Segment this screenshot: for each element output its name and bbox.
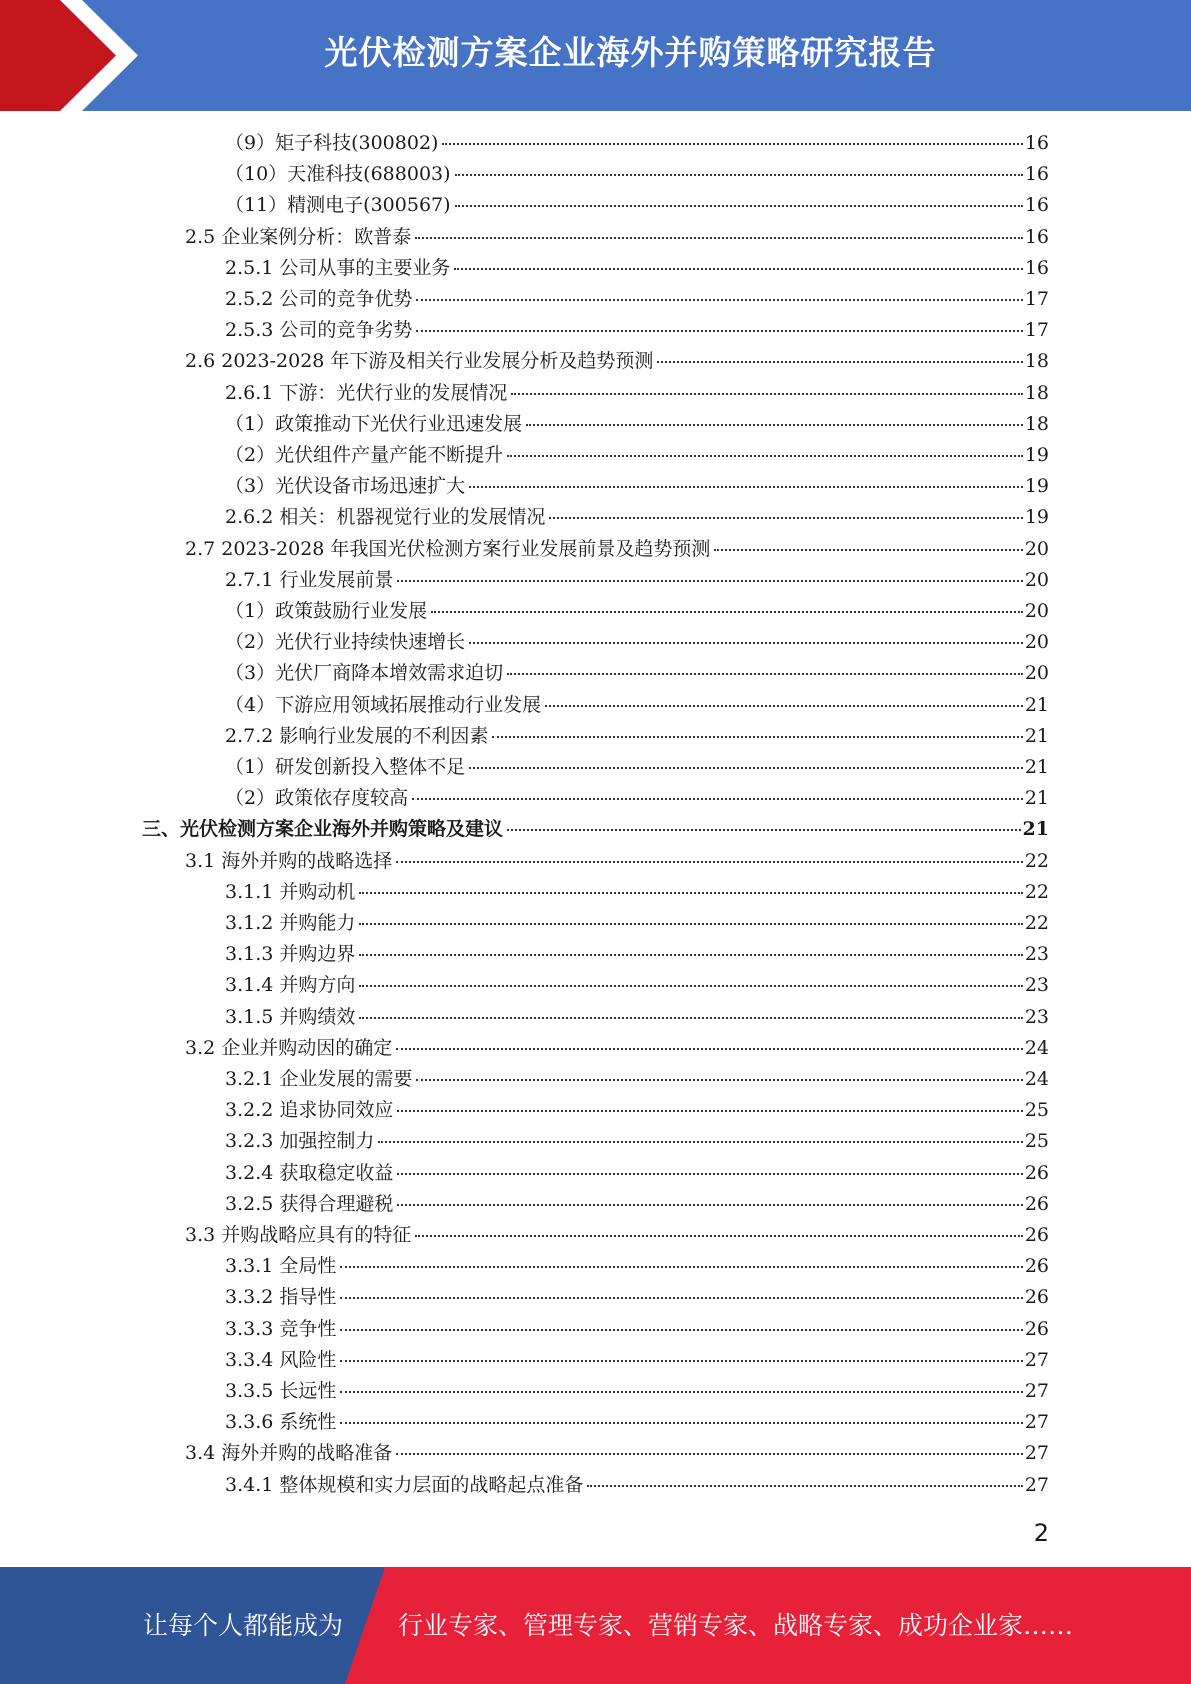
toc-entry-page: 27 <box>1024 1348 1049 1371</box>
toc-dot-leader <box>396 861 1023 863</box>
toc-entry[interactable] <box>185 1438 1049 1469</box>
toc-entry-page: 20 <box>1024 568 1049 591</box>
toc-entry-label: 3.2.1 企业发展的需要 <box>225 1068 413 1090</box>
toc-entry-page: 18 <box>1024 381 1049 404</box>
toc-dot-leader <box>340 1266 1022 1268</box>
toc-dot-leader <box>359 985 1022 987</box>
toc-entry-label: （4）下游应用领域拓展推动行业发展 <box>225 693 542 716</box>
toc-entry-label: 3.3.6 系统性 <box>225 1411 337 1434</box>
toc-entry-page: 16 <box>1024 194 1049 217</box>
toc-entry-page: 20 <box>1024 537 1049 560</box>
toc-entry-label: （11）精测电子(300567) <box>225 194 451 217</box>
header-arrow-decoration <box>0 0 160 111</box>
toc-dot-leader <box>340 1329 1022 1331</box>
toc-entry-label: 3.3.2 指导性 <box>225 1286 337 1309</box>
toc-dot-leader <box>507 455 1023 457</box>
toc-entry-page: 24 <box>1024 1068 1049 1090</box>
toc-dot-leader <box>492 736 1022 738</box>
toc-dot-leader <box>526 424 1023 426</box>
toc-entry-label: 3.3.3 竞争性 <box>225 1317 337 1340</box>
toc-entry[interactable] <box>225 627 1049 658</box>
toc-entry-page: 20 <box>1024 600 1049 622</box>
toc-entry-page: 27 <box>1024 1473 1049 1496</box>
toc-entry-label: 2.5.2 公司的竞争优势 <box>225 288 413 310</box>
toc-dot-leader <box>545 705 1023 707</box>
toc-entry-label: 3.4.1 整体规模和实力层面的战略起点准备 <box>225 1473 584 1496</box>
toc-entry[interactable] <box>225 596 1049 627</box>
toc-entry-label: 2.5.3 公司的竞争劣势 <box>225 319 413 342</box>
toc-entry[interactable] <box>225 1407 1049 1438</box>
toc-dot-leader <box>340 1422 1022 1424</box>
toc-entry[interactable] <box>225 565 1049 596</box>
toc-dot-leader <box>469 767 1023 769</box>
toc-dot-leader <box>511 393 1022 395</box>
toc-entry[interactable] <box>185 846 1049 877</box>
toc-dot-leader <box>412 798 1023 800</box>
toc-entry[interactable] <box>225 752 1049 783</box>
toc-entry-label: （2）政策依存度较高 <box>225 787 409 810</box>
toc-dot-leader <box>397 1173 1022 1175</box>
toc-entry-label: 3.4 海外并购的战略准备 <box>185 1442 393 1465</box>
toc-dot-leader <box>415 1235 1023 1237</box>
toc-dot-leader <box>587 1485 1022 1487</box>
toc-entry-page: 26 <box>1024 1317 1049 1340</box>
toc-entry-label: 2.6 2023-2028 年下游及相关行业发展分析及趋势预测 <box>185 350 654 373</box>
toc-dot-leader <box>454 268 1022 270</box>
toc-dot-leader <box>657 361 1022 363</box>
toc-entry-page: 27 <box>1024 1411 1049 1434</box>
toc-entry-label: 2.6.1 下游：光伏行业的发展情况 <box>225 381 508 404</box>
toc-dot-leader <box>359 954 1022 956</box>
toc-entry-label: 3.3.5 长远性 <box>225 1380 337 1402</box>
toc-entry[interactable] <box>225 690 1049 721</box>
toc-entry[interactable] <box>225 471 1049 502</box>
toc-dot-leader <box>378 1141 1022 1143</box>
toc-entry-page: 22 <box>1024 849 1049 872</box>
toc-dot-leader <box>359 923 1022 925</box>
toc-entry-page: 23 <box>1024 943 1049 966</box>
toc-entry-page: 16 <box>1024 163 1049 186</box>
toc-dot-leader <box>359 892 1022 894</box>
toc-entry-page: 21 <box>1022 818 1049 841</box>
toc-entry-page: 26 <box>1024 1161 1049 1184</box>
toc-entry[interactable] <box>225 284 1049 315</box>
toc-entry-page: 18 <box>1024 350 1049 373</box>
toc-entry-page: 27 <box>1024 1442 1049 1465</box>
toc-entry-page: 17 <box>1024 288 1049 310</box>
toc-entry[interactable] <box>185 1033 1049 1064</box>
page-number: 2 <box>1033 1519 1049 1547</box>
toc-entry-page: 20 <box>1024 662 1049 685</box>
report-header <box>0 0 1191 111</box>
toc-entry[interactable] <box>225 440 1049 471</box>
toc-entry-page: 26 <box>1024 1286 1049 1309</box>
toc-entry[interactable] <box>185 534 1049 565</box>
toc-dot-leader <box>507 829 1021 831</box>
toc-dot-leader <box>455 174 1023 176</box>
toc-entry-label: 3.1.4 并购方向 <box>225 974 356 997</box>
toc-entry-label: 3.3.1 全局性 <box>225 1255 337 1278</box>
toc-entry-page: 21 <box>1024 724 1049 747</box>
toc-entry-page: 17 <box>1024 319 1049 342</box>
toc-entry[interactable] <box>142 814 1049 845</box>
toc-entry-label: 2.5 企业案例分析：欧普泰 <box>185 225 412 248</box>
toc-entry-page: 26 <box>1024 1192 1049 1215</box>
toc-dot-leader <box>507 673 1023 675</box>
toc-entry-label: 3.2.2 追求协同效应 <box>225 1099 394 1122</box>
toc-entry[interactable] <box>225 1470 1049 1501</box>
toc-dot-leader <box>549 517 1022 519</box>
toc-entry-label: （2）光伏行业持续快速增长 <box>225 631 466 654</box>
toc-entry-label: 2.5.1 公司从事的主要业务 <box>225 256 451 279</box>
toc-entry-page: 21 <box>1024 693 1049 716</box>
toc-entry-page: 25 <box>1024 1130 1049 1153</box>
toc-entry-page: 21 <box>1024 756 1049 778</box>
toc-entry-label: 3.1.1 并购动机 <box>225 880 356 903</box>
toc-entry[interactable] <box>225 1345 1049 1376</box>
toc-dot-leader <box>396 1453 1023 1455</box>
toc-entry-label: 3.1.5 并购绩效 <box>225 1005 356 1028</box>
toc-entry-page: 19 <box>1024 475 1049 498</box>
toc-entry[interactable] <box>185 346 1049 377</box>
toc-entry[interactable] <box>225 783 1049 814</box>
toc-entry-label: （2）光伏组件产量产能不断提升 <box>225 444 504 466</box>
toc-entry-label: （1）政策鼓励行业发展 <box>225 600 428 622</box>
toc-entry[interactable] <box>225 315 1049 346</box>
toc-entry[interactable] <box>225 190 1049 221</box>
toc-entry-page: 19 <box>1024 444 1049 466</box>
toc-entry[interactable] <box>225 970 1049 1001</box>
toc-dot-leader <box>469 642 1023 644</box>
toc-entry[interactable] <box>225 658 1049 689</box>
toc-dot-leader <box>416 330 1022 332</box>
toc-entry[interactable] <box>185 222 1049 253</box>
toc-entry[interactable] <box>185 1220 1049 1251</box>
toc-entry[interactable] <box>225 253 1049 284</box>
toc-entry-page: 20 <box>1024 631 1049 654</box>
toc-entry-page: 16 <box>1024 256 1049 279</box>
toc-entry[interactable] <box>225 1002 1049 1033</box>
toc-entry-label: （1）研发创新投入整体不足 <box>225 756 466 778</box>
toc-entry-page: 26 <box>1024 1224 1049 1246</box>
toc-entry-page: 27 <box>1024 1380 1049 1402</box>
toc-dot-leader <box>455 205 1023 207</box>
toc-entry-page: 22 <box>1024 880 1049 903</box>
toc-dot-leader <box>442 143 1022 145</box>
toc-entry[interactable] <box>225 409 1049 440</box>
toc-entry[interactable] <box>225 1095 1049 1126</box>
toc-entry-label: （9）矩子科技(300802) <box>225 132 439 154</box>
toc-entry-page: 21 <box>1024 787 1049 810</box>
toc-entry[interactable] <box>225 939 1049 970</box>
toc-dot-leader <box>416 299 1022 301</box>
toc-entry-page: 23 <box>1024 1005 1049 1028</box>
toc-entry[interactable] <box>225 1314 1049 1345</box>
toc-entry-label: 3.2.5 获得合理避税 <box>225 1192 394 1215</box>
toc-dot-leader <box>340 1360 1022 1362</box>
toc-dot-leader <box>397 580 1022 582</box>
toc-dot-leader <box>397 1204 1022 1206</box>
toc-entry[interactable] <box>225 1376 1049 1407</box>
toc-entry-label: 3.2.4 获取稳定收益 <box>225 1161 394 1184</box>
toc-entry[interactable] <box>225 721 1049 752</box>
footer-slogan-right: 行业专家、管理专家、营销专家、战略专家、成功企业家…… <box>398 1611 1074 1640</box>
toc-entry-label: （3）光伏设备市场迅速扩大 <box>225 475 466 498</box>
toc-entry[interactable] <box>225 877 1049 908</box>
toc-dot-leader <box>397 1110 1022 1112</box>
toc-dot-leader <box>340 1297 1022 1299</box>
toc-entry-label: 3.1.2 并购能力 <box>225 912 356 934</box>
toc-entry[interactable] <box>225 1251 1049 1282</box>
toc-entry[interactable] <box>225 1189 1049 1220</box>
toc-entry-page: 18 <box>1024 412 1049 435</box>
toc-dot-leader <box>396 1048 1023 1050</box>
toc-entry-label: 3.1.3 并购边界 <box>225 943 356 966</box>
toc-entry-label: 3.3 并购战略应具有的特征 <box>185 1224 412 1246</box>
toc-entry[interactable] <box>225 908 1049 939</box>
toc-entry[interactable] <box>225 1064 1049 1095</box>
toc-entry-label: 2.7.2 影响行业发展的不利因素 <box>225 724 489 747</box>
toc-dot-leader <box>359 1017 1022 1019</box>
toc-entry[interactable] <box>225 502 1049 533</box>
toc-entry-page: 24 <box>1024 1036 1049 1059</box>
toc-entry-label: 3.2.3 加强控制力 <box>225 1130 375 1153</box>
footer-slogan-left: 让每个人都能成为 <box>143 1611 344 1640</box>
toc-dot-leader <box>431 611 1023 613</box>
toc-entry-label: 2.6.2 相关：机器视觉行业的发展情况 <box>225 506 546 529</box>
toc-dot-leader <box>340 1391 1022 1393</box>
toc-entry-page: 16 <box>1024 225 1049 248</box>
report-footer <box>0 1567 1191 1684</box>
toc-entry-label: 3.3.4 风险性 <box>225 1348 337 1371</box>
toc-entry[interactable] <box>225 159 1049 190</box>
toc-entry[interactable] <box>225 1158 1049 1189</box>
toc-entry-label: 3.1 海外并购的战略选择 <box>185 849 393 872</box>
toc-entry-label: 2.7.1 行业发展前景 <box>225 568 394 591</box>
toc-entry-page: 19 <box>1024 506 1049 529</box>
toc-dot-leader <box>416 1079 1022 1081</box>
toc-entry[interactable] <box>225 1126 1049 1157</box>
toc-entry[interactable] <box>225 128 1049 159</box>
toc-entry-label: 3.2 企业并购动因的确定 <box>185 1036 393 1059</box>
toc-entry-label: 三、光伏检测方案企业海外并购策略及建议 <box>142 818 504 841</box>
report-title: 光伏检测方案企业海外并购策略研究报告 <box>324 33 937 72</box>
toc-dot-leader <box>469 486 1023 488</box>
toc-entry[interactable] <box>225 1282 1049 1313</box>
toc-entry-page: 23 <box>1024 974 1049 997</box>
toc-entry-label: 2.7 2023-2028 年我国光伏检测方案行业发展前景及趋势预测 <box>185 537 711 560</box>
toc-dot-leader <box>714 549 1022 551</box>
toc-dot-leader <box>415 237 1023 239</box>
toc-entry-label: （1）政策推动下光伏行业迅速发展 <box>225 412 523 435</box>
toc-entry-page: 25 <box>1024 1099 1049 1122</box>
toc-entry-page: 22 <box>1024 912 1049 934</box>
toc-entry[interactable] <box>225 378 1049 409</box>
toc-entry-page: 26 <box>1024 1255 1049 1278</box>
toc-entry-label: （10）天准科技(688003) <box>225 163 451 186</box>
toc-entry-label: （3）光伏厂商降本增效需求迫切 <box>225 662 504 685</box>
toc-entry-page: 16 <box>1024 132 1049 154</box>
